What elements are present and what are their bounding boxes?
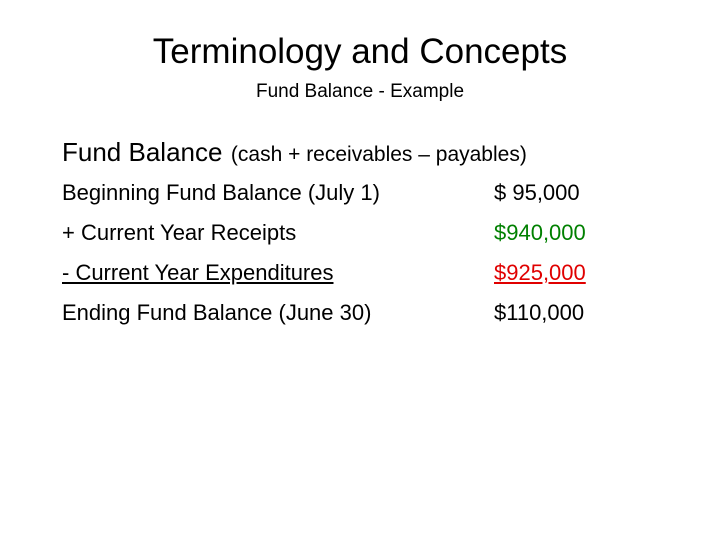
row-label: Beginning Fund Balance (July 1) xyxy=(62,180,380,205)
heading-main-text: Fund Balance xyxy=(62,137,223,167)
row-label: Ending Fund Balance (June 30) xyxy=(62,300,372,325)
row-ending-balance xyxy=(62,295,607,335)
row-label: + Current Year Receipts xyxy=(62,220,297,245)
row-amount: $925,000 xyxy=(494,260,586,285)
fund-balance-table xyxy=(62,175,607,335)
row-expenditures xyxy=(62,255,607,295)
row-amount: $110,000 xyxy=(494,300,585,325)
heading-formula-text: (cash + receivables – payables) xyxy=(230,143,527,166)
row-amount: $ 95,000 xyxy=(494,180,580,205)
row-beginning-balance xyxy=(62,175,607,215)
slide-title: Terminology and Concepts xyxy=(152,32,568,71)
row-amount: $940,000 xyxy=(494,220,586,245)
row-receipts xyxy=(62,215,607,255)
row-label: - Current Year Expenditures xyxy=(62,260,334,285)
fund-balance-heading xyxy=(62,135,527,172)
slide-subtitle: Fund Balance - Example xyxy=(255,81,465,102)
